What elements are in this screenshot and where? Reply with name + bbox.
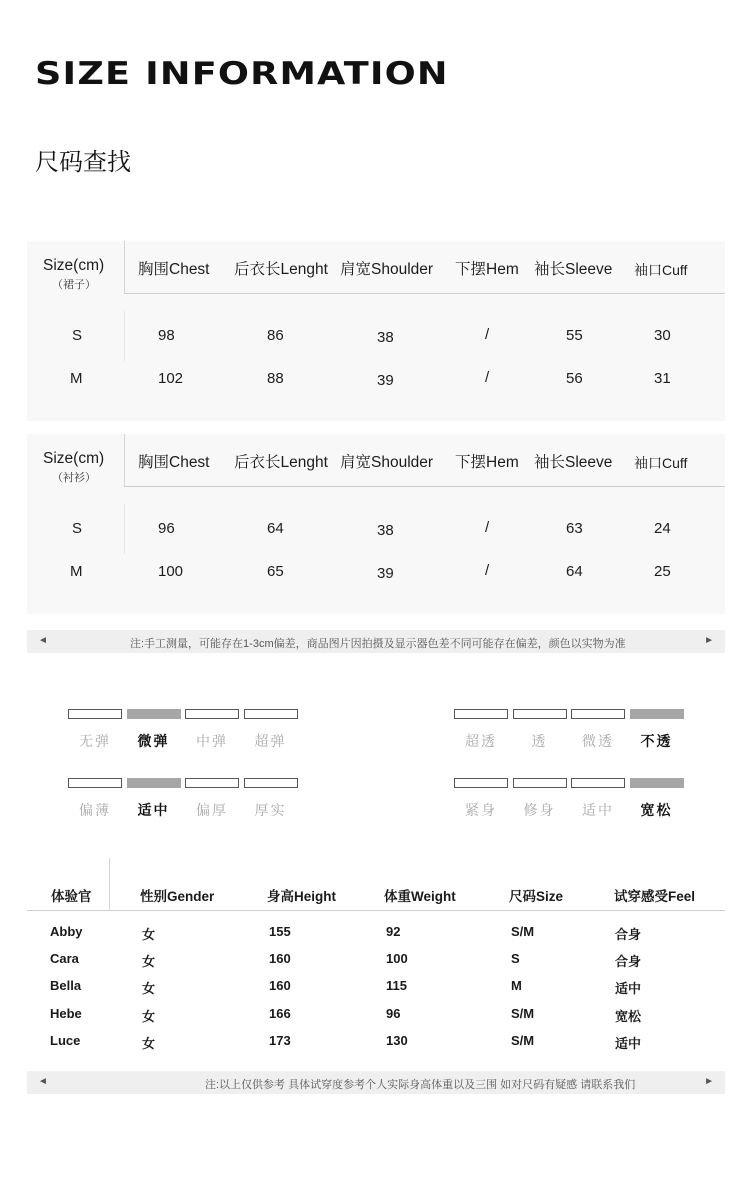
column-header: 袖长Sleeve <box>534 261 613 278</box>
reviewer-cell: Cara <box>50 951 79 966</box>
measurement-cell: 86 <box>267 327 284 344</box>
thickness-level-label: 偏薄 <box>79 802 111 818</box>
column-header: 袖长Sleeve <box>534 454 613 471</box>
reviewer-cell: M <box>511 978 522 993</box>
column-header: 胸围Chest <box>138 454 210 471</box>
measurement-cell: 63 <box>566 520 583 537</box>
thickness-level-label: 偏厚 <box>196 802 228 818</box>
size-table <box>27 434 725 614</box>
thickness-level-box <box>185 778 239 788</box>
measurement-cell: / <box>485 326 490 343</box>
reviewer-column-header: 体重Weight <box>384 889 456 904</box>
measurement-cell: 88 <box>267 370 284 387</box>
measurement-cell: 24 <box>654 520 671 537</box>
reviewer-cell: 女 <box>142 1009 156 1024</box>
measurement-cell: 102 <box>158 370 184 387</box>
transparency-level-label: 超透 <box>465 733 497 749</box>
measurement-cell: 64 <box>267 520 284 537</box>
elasticity-level-label: 微弹 <box>137 733 170 749</box>
reviewer-cell: Hebe <box>50 1006 82 1021</box>
reviewer-cell: 160 <box>269 951 291 966</box>
measurement-cell: 64 <box>566 563 583 580</box>
column-header: 袖口Cuff <box>634 262 688 278</box>
reviewer-cell: Bella <box>50 978 82 993</box>
reviewer-cell: S/M <box>511 924 535 939</box>
fit-level-box <box>571 778 625 788</box>
measurement-cell: 31 <box>654 370 671 387</box>
elasticity-level-box <box>244 709 298 719</box>
reviewer-cell: 宽松 <box>615 1009 642 1024</box>
header-divider <box>27 910 725 911</box>
reviewer-cell: 适中 <box>615 1036 642 1051</box>
reviewer-cell: 155 <box>269 924 291 939</box>
column-header: 袖口Cuff <box>634 455 688 471</box>
transparency-level-label: 微透 <box>582 733 614 749</box>
size-cell: M <box>70 370 83 387</box>
size-column-header: Size(cm) <box>43 450 105 467</box>
column-divider <box>109 858 110 910</box>
column-header: 后衣长Lenght <box>234 261 328 278</box>
fit-level-label: 修身 <box>523 802 556 818</box>
reviewer-cell: 160 <box>269 978 291 993</box>
column-divider <box>124 311 125 361</box>
page-title: SIZE INFORMATION <box>35 56 449 92</box>
header-divider <box>124 293 725 294</box>
measurement-cell: 56 <box>566 370 583 387</box>
transparency-level-box <box>454 709 508 719</box>
thickness-level-box <box>68 778 122 788</box>
reviewer-cell: S <box>511 951 520 966</box>
reviewer-column-header: 身高Height <box>267 889 336 904</box>
measurement-cell: / <box>485 369 490 386</box>
reference-note-bar <box>27 1071 725 1094</box>
measurement-cell: 65 <box>267 563 284 580</box>
reviewer-cell: 合身 <box>615 954 642 969</box>
column-divider <box>124 434 125 486</box>
reviewer-cell: 合身 <box>615 927 642 942</box>
fit-level-box <box>513 778 567 788</box>
thickness-level-box <box>244 778 298 788</box>
thickness-level-label: 厚实 <box>254 802 287 818</box>
measurement-cell: 38 <box>377 329 394 346</box>
reviewer-column-header: 试穿感受Feel <box>614 889 696 904</box>
reviewer-cell: 115 <box>386 978 407 993</box>
reviewer-column-header: 体验官 <box>51 889 92 904</box>
column-divider <box>124 504 125 554</box>
transparency-level-label: 透 <box>531 733 548 749</box>
column-header: 下摆Hem <box>455 261 519 278</box>
size-cell: M <box>70 563 83 580</box>
reviewer-cell: 女 <box>142 981 156 996</box>
reviewer-cell: 适中 <box>615 981 642 996</box>
fit-level-box <box>630 778 684 788</box>
reviewer-cell: 女 <box>142 1036 156 1051</box>
column-divider <box>124 241 125 293</box>
garment-type-label: （衬衫） <box>52 472 96 484</box>
arrow-right-icon[interactable]: ► <box>704 635 714 646</box>
page-subtitle: 尺码查找 <box>35 148 131 176</box>
fit-level-label: 适中 <box>582 802 614 818</box>
reviewer-cell: 女 <box>142 927 156 942</box>
elasticity-level-label: 无弹 <box>79 733 111 749</box>
measurement-cell: 25 <box>654 563 671 580</box>
reviewer-cell: 96 <box>386 1006 401 1021</box>
elasticity-level-box <box>127 709 181 719</box>
arrow-left-icon[interactable]: ◄ <box>38 1076 48 1087</box>
size-cell: S <box>72 520 83 537</box>
reviewer-cell: 100 <box>386 951 408 966</box>
thickness-level-label: 适中 <box>137 802 170 818</box>
reviewer-cell: S/M <box>511 1033 535 1048</box>
elasticity-level-box <box>185 709 239 719</box>
size-cell: S <box>72 327 83 344</box>
elasticity-level-label: 中弹 <box>196 733 228 749</box>
reviewer-cell: 女 <box>142 954 156 969</box>
column-header: 肩宽Shoulder <box>340 261 434 278</box>
transparency-level-box <box>513 709 567 719</box>
fit-level-label: 宽松 <box>640 802 673 818</box>
measurement-cell: 39 <box>377 372 394 389</box>
measurement-note: 注:手工测量，可能存在1-3cm偏差，商品图片因拍摄及显示器色差不同可能存在偏差，颜色以实物为准 <box>130 638 626 650</box>
column-header: 胸围Chest <box>138 261 210 278</box>
measurement-note-bar <box>27 630 725 653</box>
transparency-level-label: 不透 <box>640 733 673 749</box>
transparency-level-box <box>571 709 625 719</box>
measurement-cell: 96 <box>158 520 175 537</box>
arrow-right-icon[interactable]: ► <box>704 1076 714 1087</box>
reviewer-cell: Luce <box>50 1033 81 1048</box>
arrow-left-icon[interactable]: ◄ <box>38 635 48 646</box>
reviewer-cell: 173 <box>269 1033 291 1048</box>
reviewer-cell: Abby <box>50 924 83 939</box>
measurement-cell: 100 <box>158 563 184 580</box>
reviewer-cell: S/M <box>511 1006 535 1021</box>
measurement-cell: 38 <box>377 522 394 539</box>
size-column-header: Size(cm) <box>43 257 105 274</box>
column-header: 肩宽Shoulder <box>340 454 434 471</box>
transparency-level-box <box>630 709 684 719</box>
garment-type-label: （裙子） <box>52 279 96 291</box>
reviewer-column-header: 尺码Size <box>509 889 564 904</box>
column-header: 后衣长Lenght <box>234 454 328 471</box>
size-table <box>27 241 725 421</box>
reviewer-column-header: 性别Gender <box>140 889 215 904</box>
measurement-cell: 39 <box>377 565 394 582</box>
measurement-cell: 55 <box>566 327 583 344</box>
reference-note: 注:以上仅供参考 具体试穿度参考个人实际身高体重以及三围 如对尺码有疑感 请联系我们 <box>205 1079 636 1091</box>
measurement-cell: / <box>485 519 490 536</box>
fit-level-label: 紧身 <box>465 802 497 818</box>
measurement-cell: / <box>485 562 490 579</box>
fit-level-box <box>454 778 508 788</box>
reviewer-cell: 166 <box>269 1006 291 1021</box>
measurement-cell: 30 <box>654 327 671 344</box>
reviewer-cell: 92 <box>386 924 401 939</box>
column-header: 下摆Hem <box>455 454 519 471</box>
header-divider <box>124 486 725 487</box>
thickness-level-box <box>127 778 181 788</box>
elasticity-level-label: 超弹 <box>254 733 287 749</box>
elasticity-level-box <box>68 709 122 719</box>
reviewer-cell: 130 <box>386 1033 408 1048</box>
reviewer-table <box>27 858 725 1058</box>
measurement-cell: 98 <box>158 327 175 344</box>
